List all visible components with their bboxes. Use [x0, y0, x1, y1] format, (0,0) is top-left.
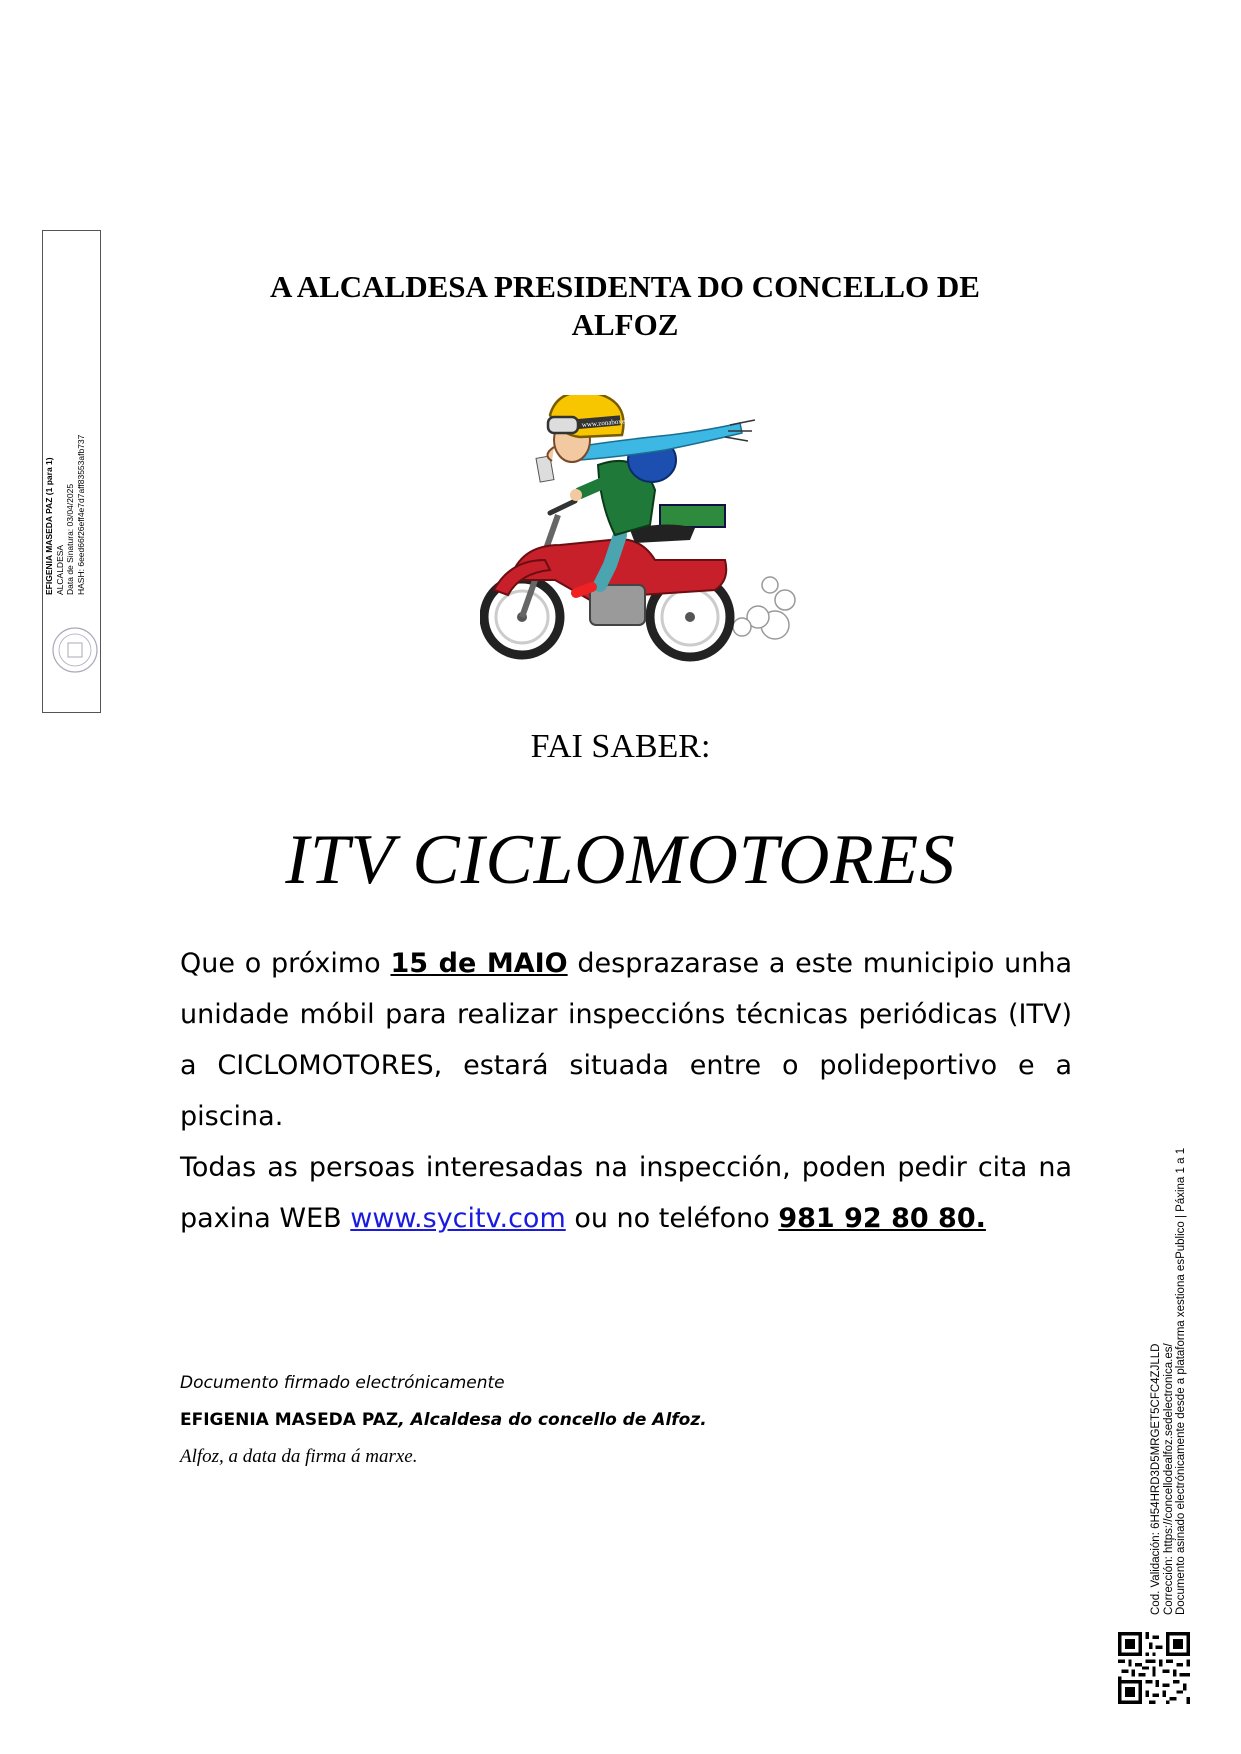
signature-note: Documento firmado electrónicamente: [180, 1373, 505, 1393]
body-p2-middle: ou no teléfono: [574, 1203, 770, 1234]
stamp-role: ALCALDESA: [54, 544, 65, 595]
document-header: [180, 268, 1070, 344]
signer-role: , Alcaldesa do concello de Alfoz.: [398, 1410, 707, 1430]
itv-title: ITV CICLOMOTORES: [285, 821, 956, 899]
validation-platform: Documento asinado electrónicamente desde a plataforma xestiona esPublico | Páxina 1 a 1: [1175, 1147, 1187, 1615]
signer-name: EFIGENIA MASEDA PAZ: [180, 1410, 399, 1430]
booking-website-link[interactable]: www.sycitv.com: [350, 1203, 566, 1234]
body-p1-suffix: desprazarase a este municipio unha unidade móbil para realizar inspeccións técnicas periódicas (ITV) a CICLOMOTORES, estará situada entre o polideportivo e a piscina.: [180, 948, 1073, 1132]
body-p1-prefix: Que o próximo: [180, 948, 381, 979]
stamp-date: Data de Sinatura: 03/04/2025: [65, 483, 75, 595]
event-date: 15 de MAIO: [390, 948, 568, 979]
phone-number: 981 92 80 80.: [778, 1203, 986, 1234]
signature-signer: [180, 1410, 707, 1430]
validation-margin-text: [1150, 1095, 1188, 1615]
header-line-2: ALFOZ: [571, 307, 679, 342]
helmet-text: www.zonaboxes.com: [581, 415, 642, 429]
body-paragraph-1: [180, 938, 1072, 1142]
validation-url: Corrección: https://concellodealfoz.sedelectronica.es/: [1162, 1343, 1175, 1615]
stamp-hash: HASH: 6eed66f26eff4e7d7aff83553afb737: [75, 434, 86, 595]
exhaust-cloud: [733, 577, 795, 639]
qr-code-icon: [1118, 1632, 1190, 1704]
signature-place-date: Alfoz, a data da firma á marxe.: [180, 1446, 418, 1467]
signature-stamp-text: [44, 275, 86, 595]
announcement-body: [180, 938, 1072, 1244]
municipal-seal-icon: [50, 625, 110, 685]
body-paragraph-2: [180, 1142, 1072, 1244]
fai-saber-heading: FAI SABER:: [530, 728, 711, 765]
moped-rider-illustration: [480, 395, 810, 673]
validation-code: Cod. Validación: 6H54HRD3D5MRGET5CFC4ZJLLD: [1150, 1343, 1162, 1615]
stamp-signer: EFIGENIA MASEDA PAZ (1 para 1): [44, 457, 54, 595]
body-p2-prefix: Todas as persoas interesadas na inspección, poden pedir cita na paxina WEB: [180, 1152, 1072, 1234]
header-line-1: A ALCALDESA PRESIDENTA DO CONCELLO DE: [269, 269, 980, 304]
